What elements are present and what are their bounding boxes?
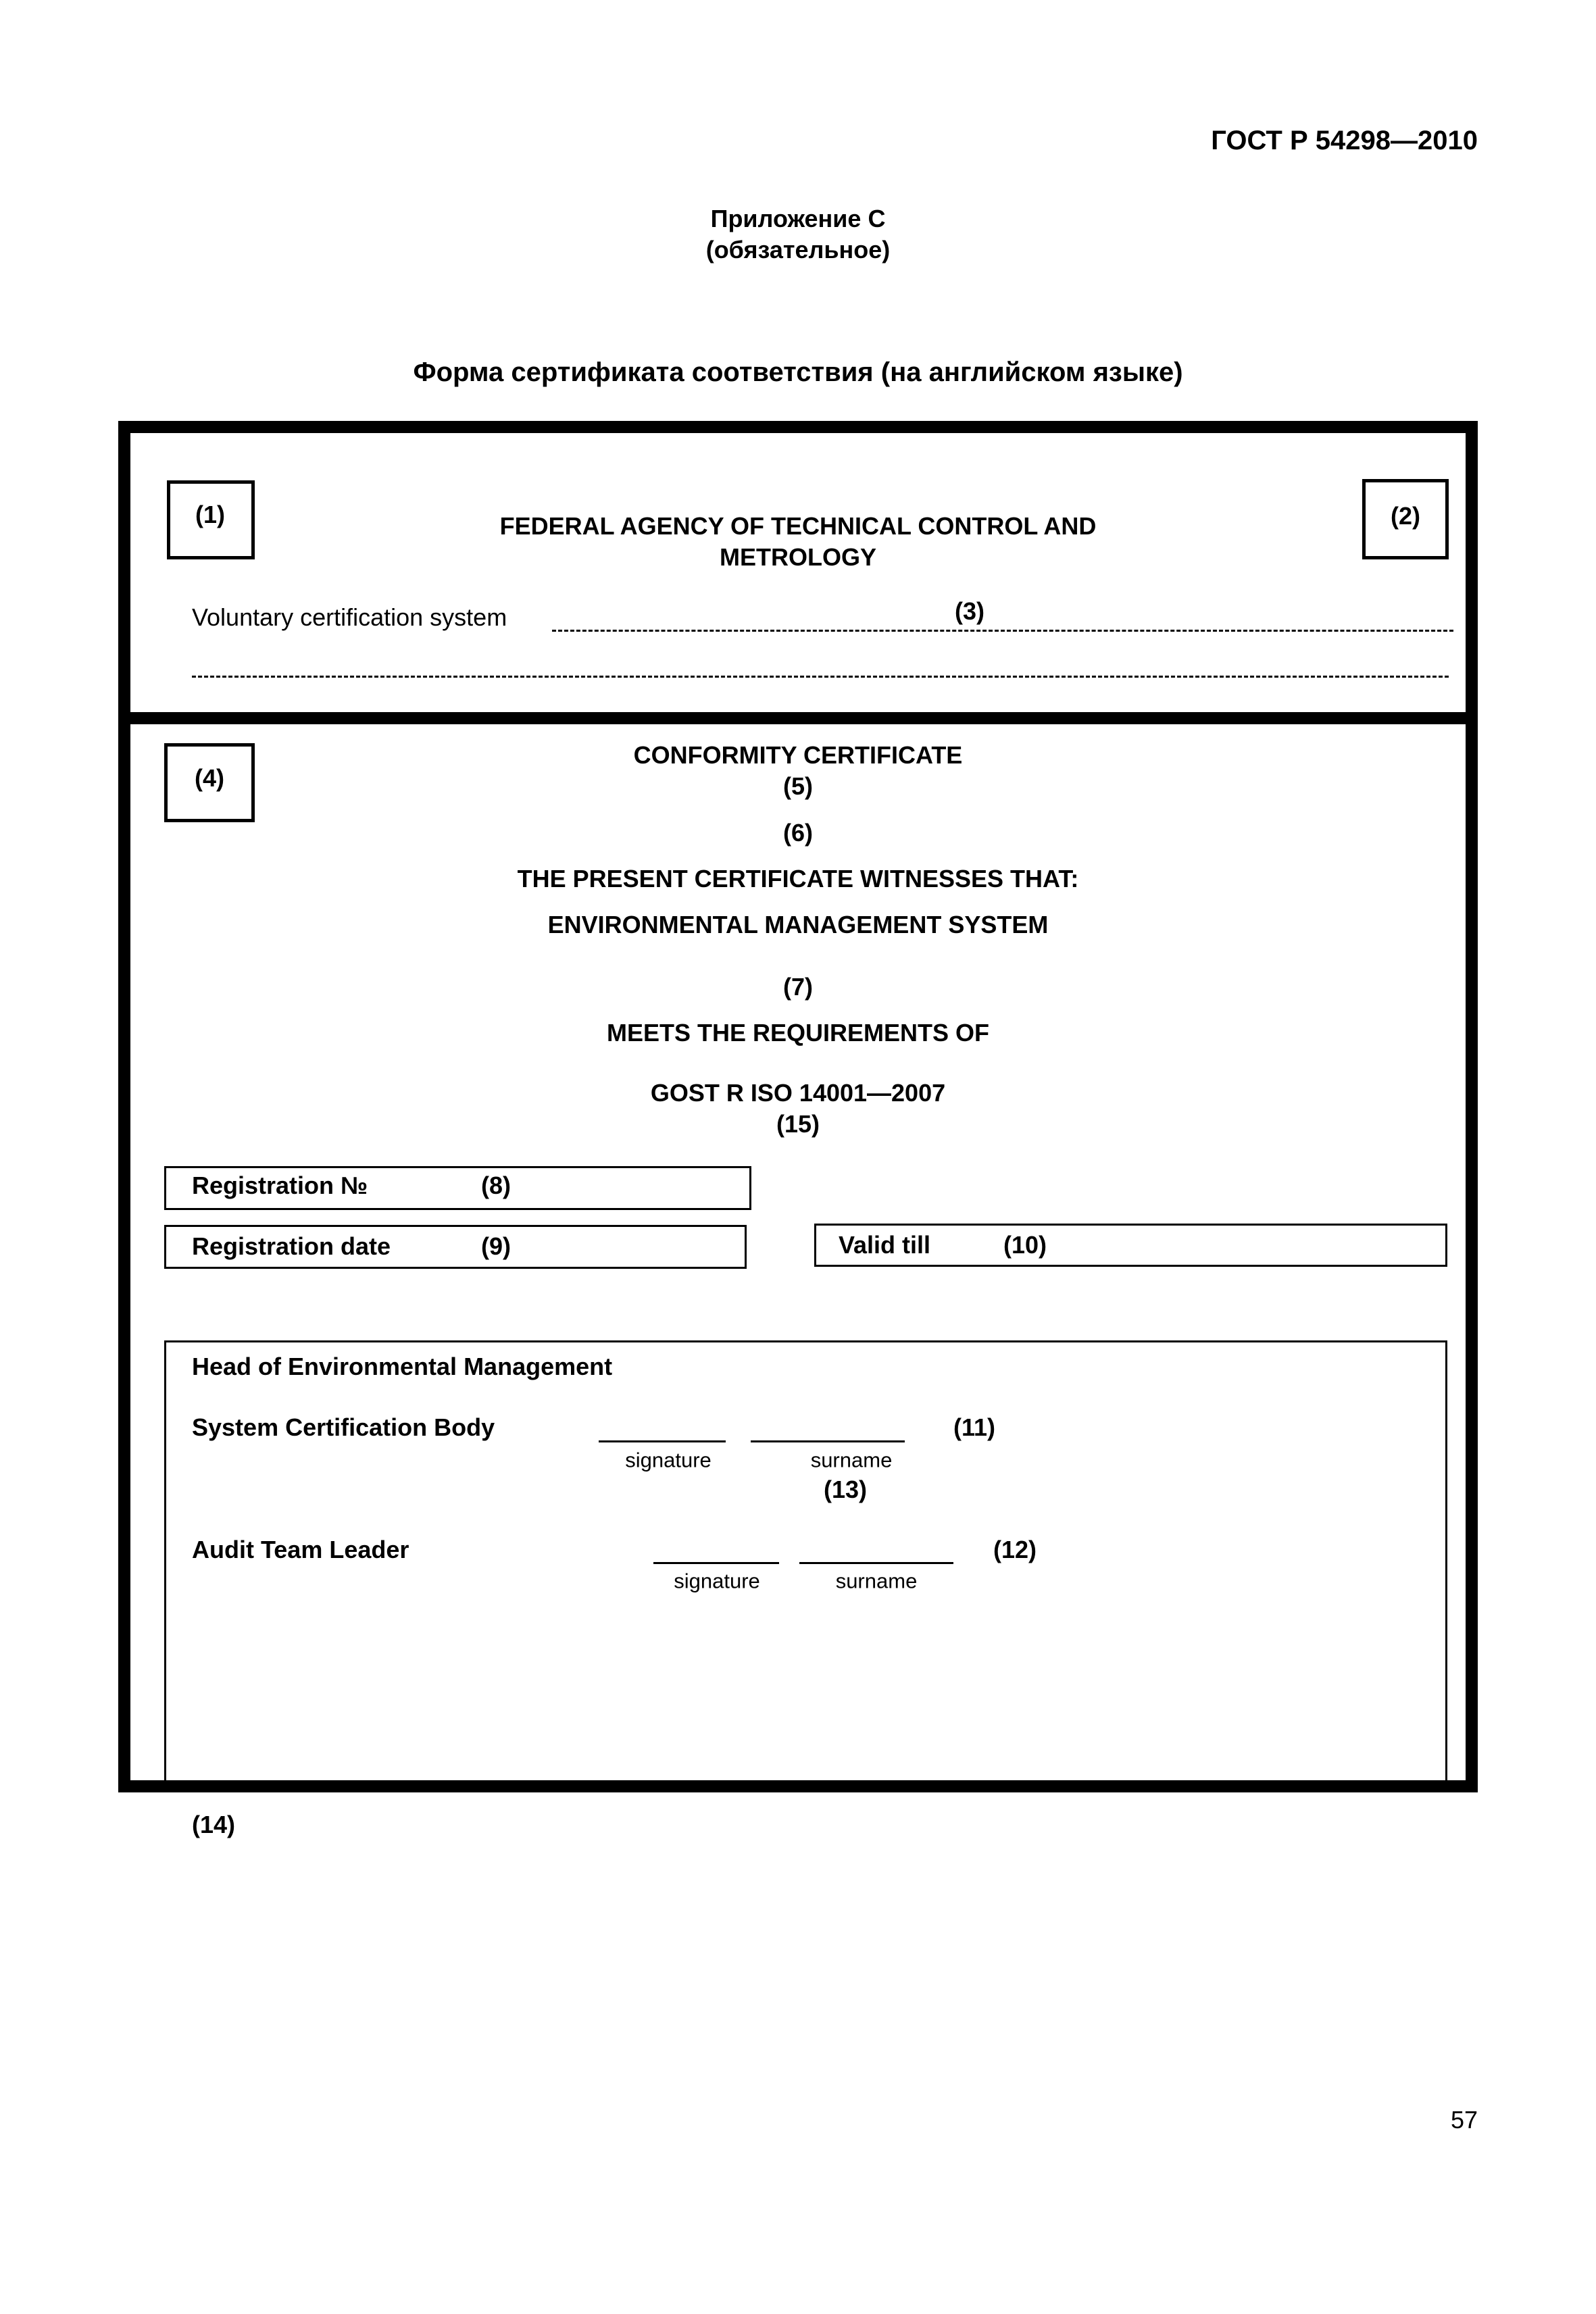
field-8-label: (8) bbox=[481, 1172, 511, 1199]
appendix-title: Приложение С bbox=[710, 205, 886, 232]
auditor-surname-caption: surname bbox=[835, 1569, 918, 1593]
body-signature-caption: signature bbox=[625, 1448, 712, 1472]
field-11-label: (11) bbox=[953, 1413, 996, 1441]
field-12-label: (12) bbox=[993, 1536, 1037, 1563]
field-13-label: (13) bbox=[823, 1476, 868, 1503]
auditor-signature-line bbox=[653, 1562, 779, 1564]
field-10-label: (10) bbox=[1003, 1231, 1047, 1259]
field-7-label: (7) bbox=[783, 973, 813, 1001]
system-text: ENVIRONMENTAL MANAGEMENT SYSTEM bbox=[547, 911, 1049, 938]
page-number: 57 bbox=[1450, 2106, 1478, 2134]
field-4-label: (4) bbox=[195, 764, 224, 792]
body-signature-line bbox=[599, 1440, 726, 1442]
head-label: Head of Environmental Management bbox=[192, 1353, 613, 1380]
field-5-label: (5) bbox=[783, 772, 813, 800]
field-14-label: (14) bbox=[192, 1811, 236, 1838]
field-9-label: (9) bbox=[481, 1232, 511, 1260]
voluntary-system-line-2 bbox=[192, 676, 1449, 678]
body-surname-caption: surname bbox=[810, 1448, 893, 1472]
form-title: Форма сертификата соответствия (на английском языке) bbox=[413, 357, 1183, 387]
registration-date-label: Registration date bbox=[192, 1232, 391, 1260]
standard-text: GOST R ISO 14001—2007 bbox=[650, 1079, 946, 1107]
appendix-status: (обязательное) bbox=[705, 236, 891, 263]
standard-code: ГОСТ Р 54298—2010 bbox=[1211, 126, 1478, 155]
voluntary-system-label: Voluntary certification system bbox=[192, 603, 507, 631]
auditor-signature-caption: signature bbox=[674, 1569, 760, 1593]
meets-text: MEETS THE REQUIREMENTS OF bbox=[606, 1019, 990, 1047]
valid-till-label: Valid till bbox=[839, 1231, 931, 1259]
field-15-label: (15) bbox=[776, 1110, 820, 1138]
field-6-label: (6) bbox=[783, 819, 813, 847]
auditor-surname-line bbox=[799, 1562, 953, 1564]
field-2-label: (2) bbox=[1391, 502, 1420, 530]
agency-name-line1: FEDERAL AGENCY OF TECHNICAL CONTROL AND bbox=[499, 512, 1097, 540]
field-3-label: (3) bbox=[955, 597, 984, 625]
voluntary-system-line bbox=[552, 630, 1453, 632]
registration-number-label: Registration № bbox=[192, 1172, 368, 1199]
body-surname-line bbox=[751, 1440, 905, 1442]
field-1-label: (1) bbox=[195, 501, 225, 528]
certificate-title: CONFORMITY CERTIFICATE bbox=[633, 741, 963, 769]
certification-body-label: System Certification Body bbox=[192, 1413, 495, 1441]
agency-name-line2: METROLOGY bbox=[720, 543, 876, 571]
audit-leader-label: Audit Team Leader bbox=[192, 1536, 409, 1563]
witness-text: THE PRESENT CERTIFICATE WITNESSES THAT: bbox=[517, 865, 1079, 892]
section-divider bbox=[118, 712, 1478, 724]
